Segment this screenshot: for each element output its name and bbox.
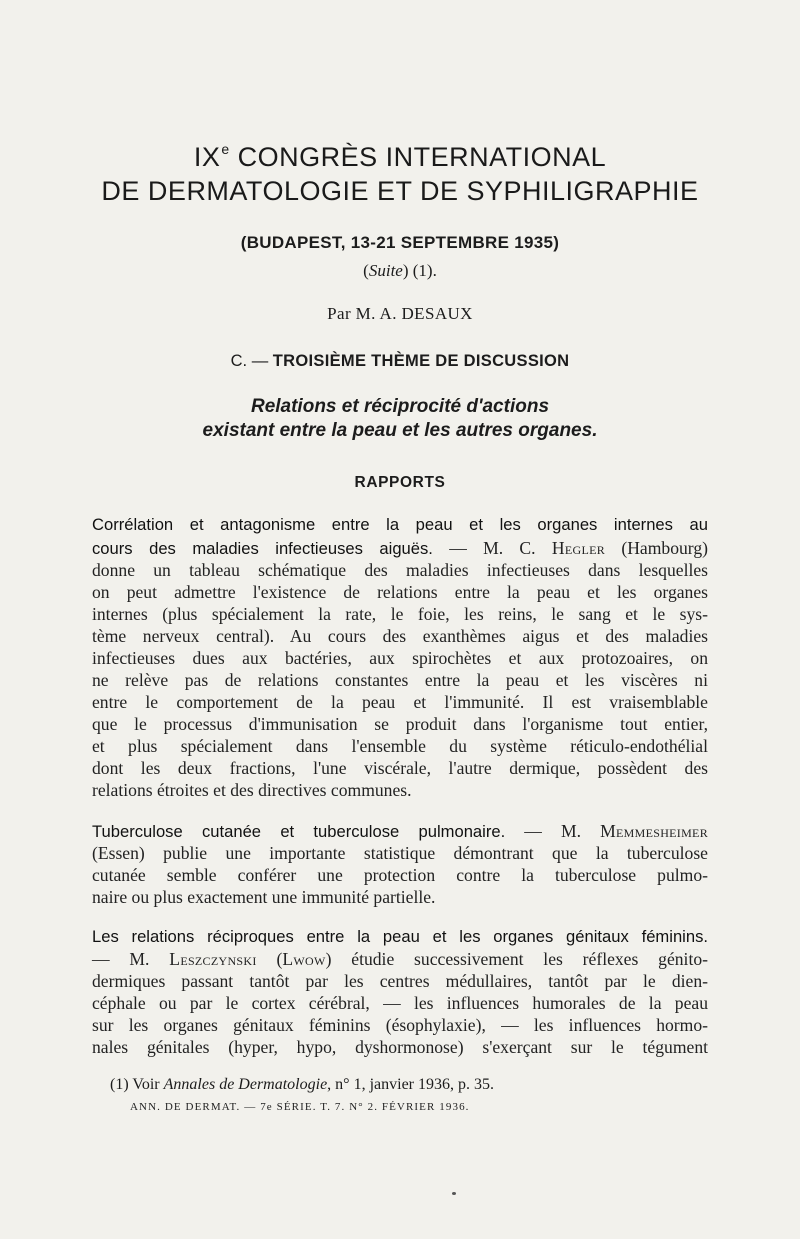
text-line: que le processus d'immunisation se produit dans l'organisme tout entier,: [92, 714, 708, 734]
journal-title: Annales de Dermatologie: [163, 1076, 328, 1093]
text-line: (Essen) publie une importante statistique démontrant que la tuberculose: [92, 843, 708, 863]
rapports-heading: RAPPORTS: [354, 474, 446, 491]
print-speck: [452, 1192, 456, 1195]
theme-title-line1: Relations et réciprocité d'actions: [250, 396, 550, 417]
text-line: et plus spécialement dans l'ensemble du système réticulo-endothélial: [92, 736, 708, 756]
text-line: tème nerveux central). Au cours des exanthèmes aigus et des maladies: [92, 626, 708, 646]
p1-heading-end: cours des maladies infectieuses aiguës.: [92, 539, 433, 558]
p3-heading-line: Les relations réciproques entre la peau et les organes génitaux féminins.: [92, 927, 708, 946]
text-line: naire ou plus exactement une immunité partielle.: [92, 887, 436, 907]
author-name: Memmesheimer: [600, 821, 708, 841]
title-text: CONGRÈS INTERNATIONAL: [229, 142, 607, 172]
author-city: (Hambourg): [605, 538, 708, 558]
author-city: Lwow: [282, 949, 326, 969]
p2-heading-line: [92, 820, 708, 843]
congress-title-line1: [60, 141, 740, 173]
text-line: relations étroites et des directives communes.: [92, 780, 412, 800]
p1-heading-line1: Corrélation et antagonisme entre la peau et les organes internes au: [92, 515, 708, 534]
text-line: sur les organes génitaux féminins (ésophylaxie), — les influences hormo-: [92, 1015, 708, 1035]
p1-heading-line2: [92, 537, 708, 560]
author-name: Hegler: [551, 538, 606, 558]
text-line: infectieuses dues aux bactéries, aux spirochètes et aux protozoaires, on: [92, 648, 708, 668]
text-line: cutanée semble conférer une protection contre la tuberculose pulmo-: [92, 865, 708, 885]
suite-note: [0, 261, 800, 281]
congress-title-line2: DE DERMATOLOGIE ET DE SYPHILIGRAPHIE: [101, 176, 699, 206]
paren: (: [363, 261, 369, 280]
dash: — M.: [92, 949, 170, 969]
section-heading: [0, 352, 800, 371]
p3-line2: [92, 948, 708, 970]
footnote-citation: , n° 1, janvier 1936, p. 35.: [327, 1076, 494, 1093]
ordinal-superscript: e: [221, 141, 230, 157]
text-line: dermiques passant tantôt par les centres médullaires, tantôt par le dien-: [92, 971, 708, 991]
author-byline: Par M. A. DESAUX: [327, 304, 473, 323]
text-line: entre le comportement de la peau et l'immunité. Il est vraisemblable: [92, 692, 708, 712]
text-line: nales génitales (hyper, hypo, dyshormonose) s'exerçant sur le tégument: [92, 1037, 708, 1057]
text-line: ne relève pas de relations constantes entre la peau et les viscères ni: [92, 670, 708, 690]
running-footer: ANN. DE DERMAT. — 7e SÉRIE. T. 7. N° 2. FÉVRIER 1936.: [130, 1101, 470, 1113]
text-line: céphale ou par le cortex cérébral, — les influences humorales de la peau: [92, 993, 708, 1013]
text-line: internes (plus spécialement la rate, le foie, les reins, le sang et le sys-: [92, 604, 708, 624]
p2-heading: Tuberculose cutanée et tuberculose pulmonaire.: [92, 822, 506, 841]
text-line: donne un tableau schématique des maladies infectieuses dans lesquelles: [92, 560, 708, 580]
suite-word: Suite: [368, 261, 403, 280]
footnote-ref: ) (1).: [402, 261, 437, 280]
footnote: [110, 1076, 494, 1094]
section-label: TROISIÈME THÈME DE DISCUSSION: [272, 352, 570, 370]
dash: — M. C.: [432, 538, 552, 558]
section-letter: C. —: [230, 352, 273, 370]
roman-numeral: IX: [193, 142, 221, 172]
footnote-prefix: (1) Voir: [110, 1076, 164, 1093]
text-run: ) étudie successivement les réflexes génito-: [325, 949, 708, 969]
text-line: on peut admettre l'existence de relations entre la peau et les organes: [92, 582, 708, 602]
paren: (: [256, 949, 283, 969]
text-line: dont les deux fractions, l'une viscérale, l'autre dermique, possèdent des: [92, 758, 708, 778]
congress-location-dates: (BUDAPEST, 13-21 SEPTEMBRE 1935): [240, 233, 560, 252]
theme-title-line2: existant entre la peau et les autres organes.: [202, 420, 598, 441]
author-name: Leszczynski: [169, 949, 257, 969]
dash: — M.: [505, 821, 601, 841]
